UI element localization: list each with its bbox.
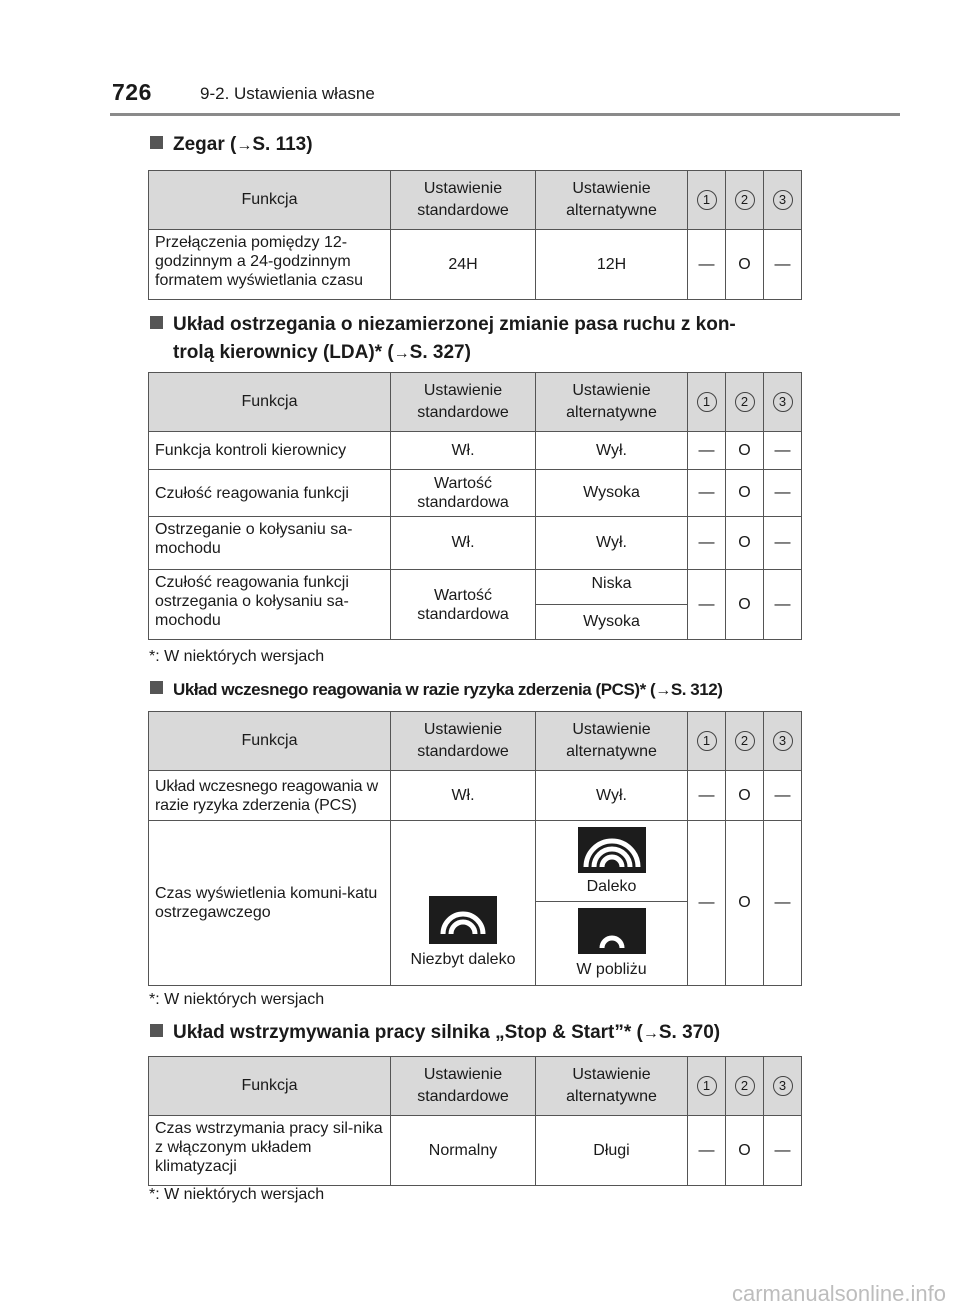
alternative-cell: 12H	[536, 230, 688, 300]
dash-mark: —	[764, 771, 802, 821]
default-cell: 24H	[391, 230, 536, 300]
default-cell: Wartość standardowa	[391, 570, 536, 640]
dash-mark: —	[688, 230, 726, 300]
dash-mark: —	[764, 470, 802, 517]
alternative-cell	[536, 902, 688, 986]
circle-mark: O	[726, 517, 764, 570]
page-reference-link[interactable]: S. 370)	[658, 1022, 721, 1043]
arrow-right-icon: →	[393, 345, 410, 362]
circle-mark: O	[726, 1116, 764, 1186]
header-default: Ustawienie standardowe	[391, 373, 536, 432]
default-cell: Wł.	[391, 517, 536, 570]
header-function: Funkcja	[149, 712, 391, 771]
dash-mark: —	[688, 470, 726, 517]
table-row	[149, 570, 802, 605]
alternative-cell: Wył.	[536, 771, 688, 821]
alternative-cell: Niska	[536, 570, 688, 605]
alternative-cell: Wył.	[536, 517, 688, 570]
table-header-row	[149, 373, 802, 432]
table-row	[149, 1116, 802, 1186]
header-alternative: Ustawienie alternatywne	[536, 171, 688, 230]
default-cell: Wartość standardowa	[391, 470, 536, 517]
circled-number-2: 2	[735, 392, 755, 412]
square-bullet-icon	[150, 136, 163, 149]
function-cell: Ostrzeganie o kołysaniu sa-mochodu	[149, 517, 391, 570]
circle-mark: O	[726, 230, 764, 300]
table-row	[149, 230, 802, 300]
heading-lda: Układ ostrzegania o niezamierzonej zmianie pasa ruchu z kon- trolą kierownicy (LDA)* (→S. 327)	[150, 311, 736, 368]
warning-distance-far-icon	[429, 896, 497, 944]
circle-mark: O	[726, 771, 764, 821]
header-alternative: Ustawienie alternatywne	[536, 373, 688, 432]
dash-mark: —	[688, 570, 726, 640]
page-reference-link[interactable]: S. 113)	[252, 134, 313, 155]
circled-number-3: 3	[773, 190, 793, 210]
function-cell: Układ wczesnego reagowania w razie ryzyka zderzenia (PCS)	[149, 771, 391, 821]
dash-mark: —	[764, 570, 802, 640]
circled-number-2: 2	[735, 190, 755, 210]
circle-mark: O	[726, 432, 764, 470]
table-clock	[148, 170, 802, 300]
dash-mark: —	[688, 432, 726, 470]
function-cell: Przełączenia pomiędzy 12-godzinnym a 24-godzinnym formatem wyświetlania czasu	[149, 230, 391, 300]
dash-mark: —	[764, 432, 802, 470]
heading-stop-start: Układ wstrzymywania pracy silnika „Stop & Start”* (→S. 370)	[150, 1019, 720, 1048]
dash-mark: —	[688, 1116, 726, 1186]
circled-number-1: 1	[697, 1076, 717, 1096]
circled-number-1: 1	[697, 392, 717, 412]
dash-mark: —	[764, 821, 802, 986]
dash-mark: —	[688, 771, 726, 821]
icon-caption: W pobliżu	[576, 961, 647, 978]
circled-number-2: 2	[735, 731, 755, 751]
function-cell: Czułość reagowania funkcji ostrzegania o kołysaniu sa-mochodu	[149, 570, 391, 640]
table-header-row	[149, 1057, 802, 1116]
icon-caption: Niezbyt daleko	[410, 951, 516, 968]
header-alternative: Ustawienie alternatywne	[536, 712, 688, 771]
dash-mark: —	[764, 517, 802, 570]
function-cell: Czas wstrzymania pracy sil-nika z włączonym układem klimatyzacji	[149, 1116, 391, 1186]
circled-number-2: 2	[735, 1076, 755, 1096]
table-row	[149, 771, 802, 821]
arrow-right-icon: →	[655, 682, 671, 699]
default-cell	[391, 821, 536, 986]
warning-distance-farther-icon	[578, 827, 646, 873]
table-header-row	[149, 712, 802, 771]
alternative-cell: Wył.	[536, 432, 688, 470]
circle-mark: O	[726, 570, 764, 640]
default-cell: Wł.	[391, 771, 536, 821]
table-row	[149, 821, 802, 902]
table-stop-start	[148, 1056, 802, 1186]
header-function: Funkcja	[149, 1057, 391, 1116]
footnote: *: W niektórych wersjach	[149, 648, 325, 665]
page-reference-link[interactable]: S. 312)	[670, 680, 723, 699]
circled-number-3: 3	[773, 392, 793, 412]
dash-mark: —	[764, 230, 802, 300]
footnote: *: W niektórych wersjach	[149, 1186, 325, 1203]
heading-clock: Zegar (→S. 113)	[150, 131, 313, 160]
page-reference-link[interactable]: S. 327)	[409, 342, 471, 363]
square-bullet-icon	[150, 1024, 163, 1037]
table-lda	[148, 372, 802, 640]
function-cell: Funkcja kontroli kierownicy	[149, 432, 391, 470]
circled-number-1: 1	[697, 190, 717, 210]
function-cell: Czas wyświetlenia komuni-katu ostrzegawczego	[149, 821, 391, 986]
default-cell: Normalny	[391, 1116, 536, 1186]
watermark: carmanualsonline.info	[731, 1281, 946, 1306]
header-divider	[110, 113, 900, 116]
function-cell: Czułość reagowania funkcji	[149, 470, 391, 517]
circle-mark: O	[726, 821, 764, 986]
alternative-cell	[536, 821, 688, 902]
dash-mark: —	[688, 517, 726, 570]
circle-mark: O	[726, 470, 764, 517]
square-bullet-icon	[150, 316, 163, 329]
page-header	[0, 0, 960, 115]
alternative-cell: Wysoka	[536, 605, 688, 640]
heading-pcs: Układ wczesnego reagowania w razie ryzyka zderzenia (PCS)* (→S. 312)	[150, 676, 722, 705]
table-header-row	[149, 171, 802, 230]
table-pcs	[148, 711, 802, 986]
arrow-right-icon: →	[642, 1025, 659, 1042]
page-number: 726	[112, 79, 152, 105]
header-default: Ustawienie standardowe	[391, 171, 536, 230]
alternative-cell: Długi	[536, 1116, 688, 1186]
header-function: Funkcja	[149, 171, 391, 230]
circled-number-3: 3	[773, 731, 793, 751]
arrow-right-icon: →	[236, 137, 253, 154]
header-alternative: Ustawienie alternatywne	[536, 1057, 688, 1116]
dash-mark: —	[764, 1116, 802, 1186]
header-default: Ustawienie standardowe	[391, 712, 536, 771]
circled-number-3: 3	[773, 1076, 793, 1096]
circled-number-1: 1	[697, 731, 717, 751]
table-row	[149, 517, 802, 570]
dash-mark: —	[688, 821, 726, 986]
table-row	[149, 432, 802, 470]
chapter-title: 9-2. Ustawienia własne	[200, 84, 375, 103]
alternative-cell: Wysoka	[536, 470, 688, 517]
header-function: Funkcja	[149, 373, 391, 432]
icon-caption: Daleko	[586, 877, 637, 895]
header-default: Ustawienie standardowe	[391, 1057, 536, 1116]
table-row	[149, 470, 802, 517]
footnote: *: W niektórych wersjach	[149, 991, 325, 1008]
warning-distance-near-icon	[578, 908, 646, 954]
default-cell: Wł.	[391, 432, 536, 470]
square-bullet-icon	[150, 681, 163, 694]
